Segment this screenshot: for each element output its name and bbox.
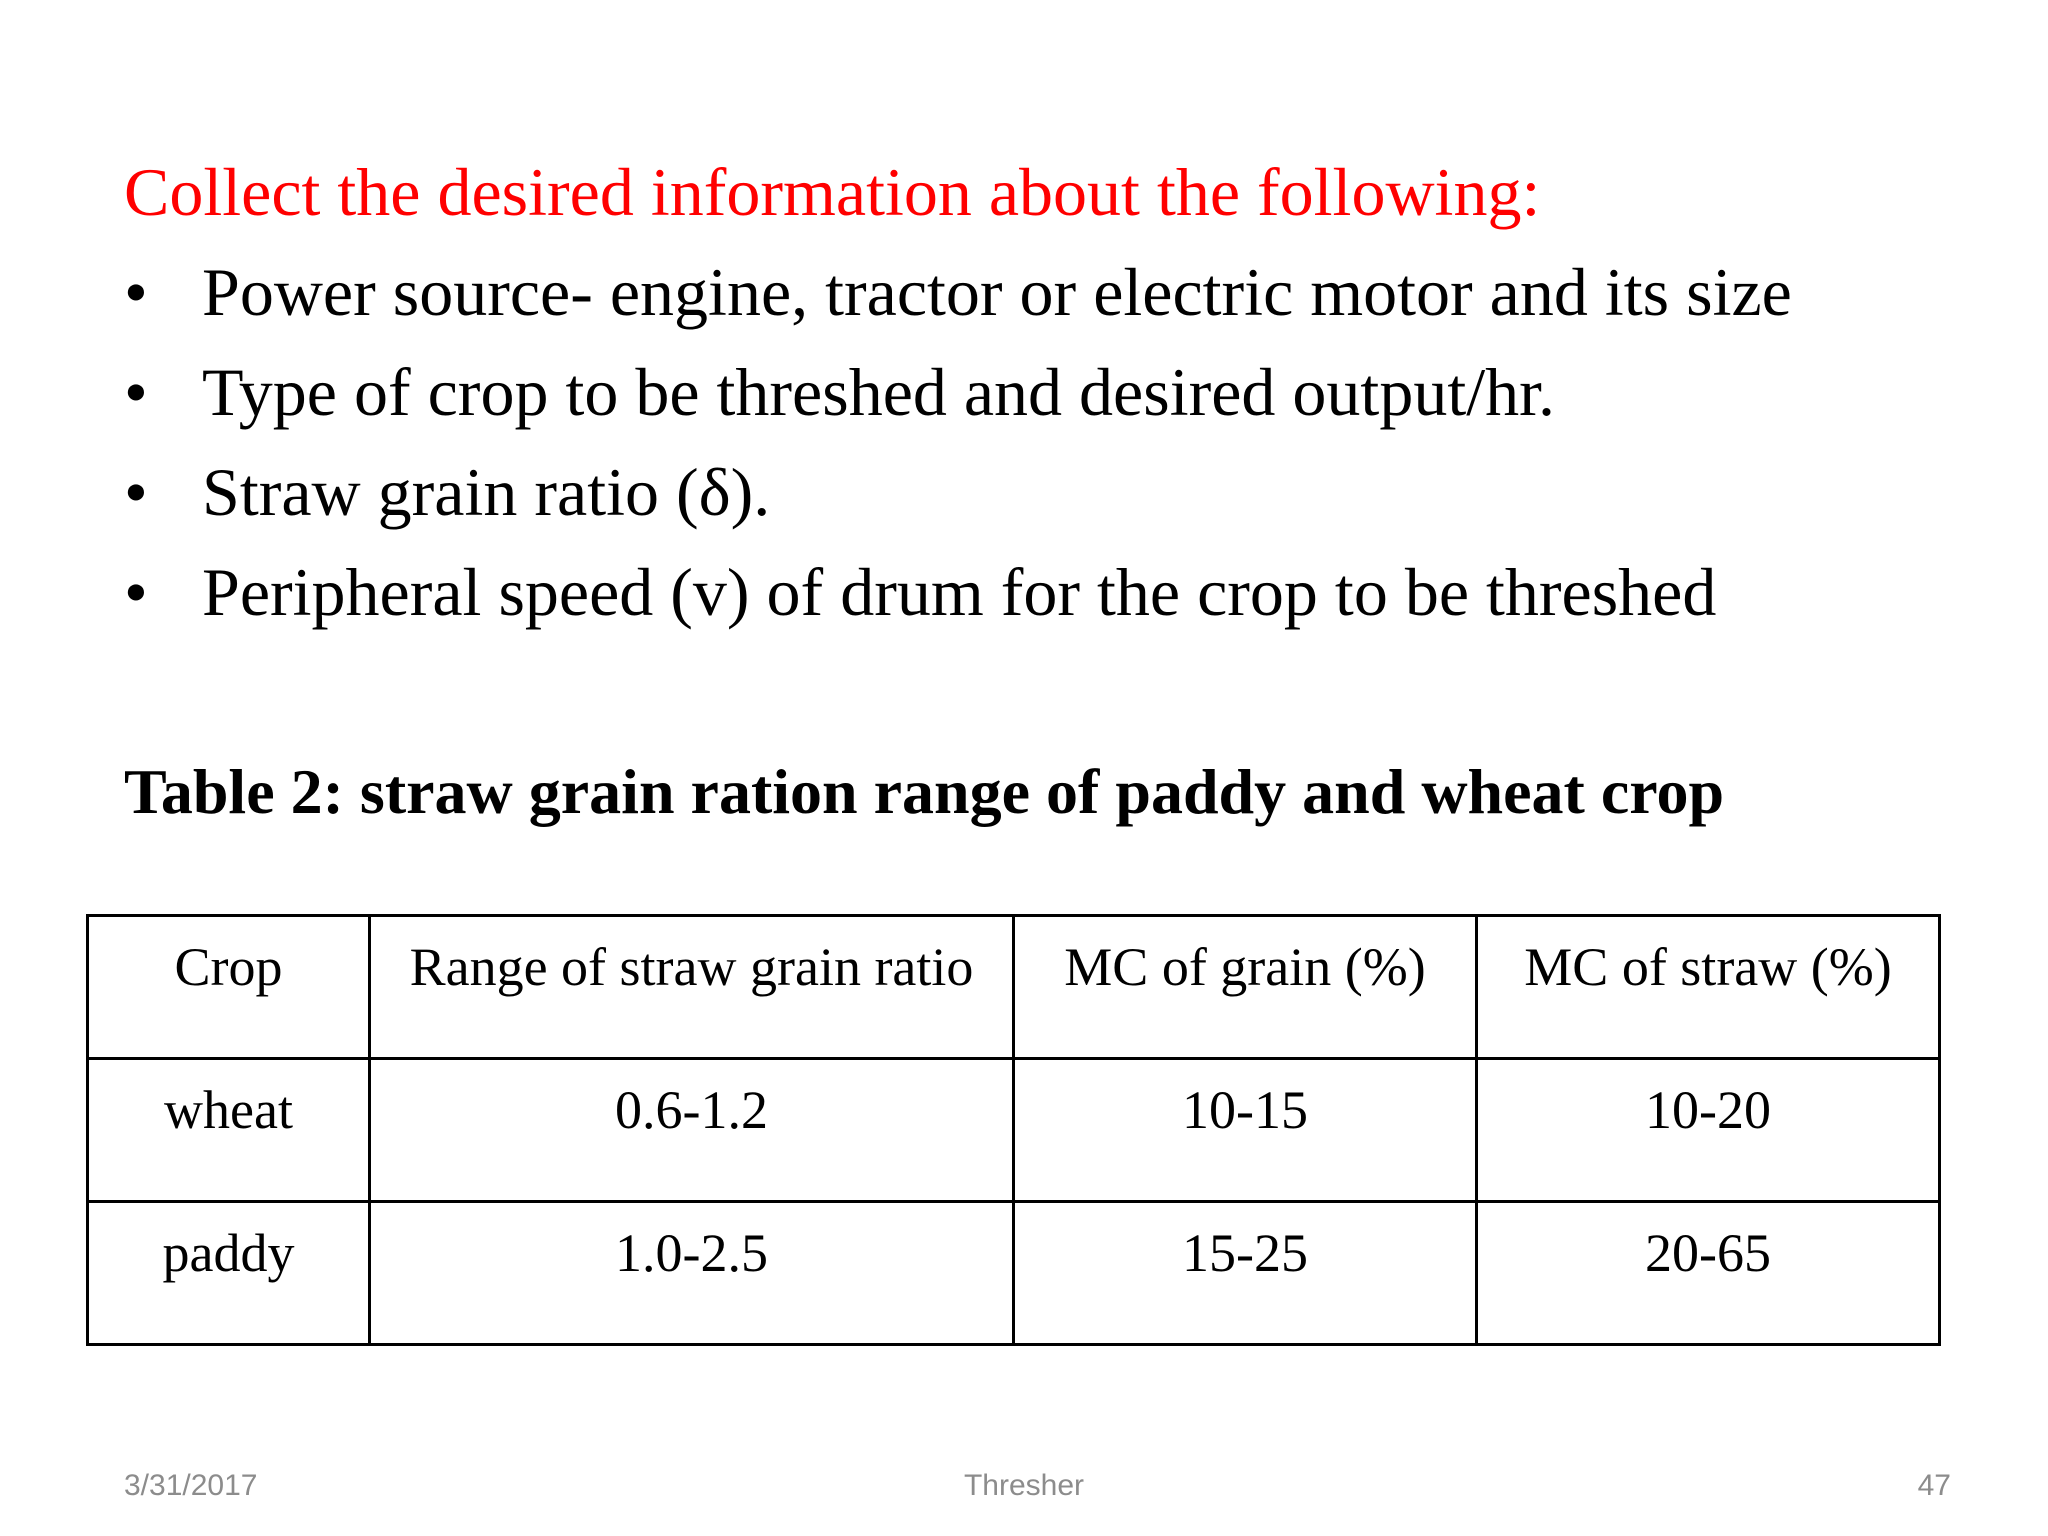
table-row bbox=[88, 1202, 1940, 1345]
table-header-cell: Range of straw grain ratio bbox=[370, 916, 1014, 1059]
table-header-cell: MC of straw (%) bbox=[1477, 916, 1940, 1059]
table-cell: 0.6-1.2 bbox=[370, 1059, 1014, 1202]
table-header-cell: MC of grain (%) bbox=[1014, 916, 1477, 1059]
bullet-text: Straw grain ratio (δ). bbox=[202, 454, 771, 530]
table-header-row bbox=[88, 916, 1940, 1059]
bullet-text: Type of crop to be threshed and desired output/hr. bbox=[202, 354, 1555, 430]
table-header-cell: Crop bbox=[88, 916, 370, 1059]
bullet-text: Peripheral speed (v) of drum for the crop to be threshed bbox=[202, 554, 1717, 630]
table-cell: 15-25 bbox=[1014, 1202, 1477, 1345]
table-cell: 1.0-2.5 bbox=[370, 1202, 1014, 1345]
bullet-icon: • bbox=[124, 454, 148, 530]
bullet-text: Power source- engine, tractor or electric motor and its size bbox=[202, 254, 1792, 330]
table-cell: 10-15 bbox=[1014, 1059, 1477, 1202]
bullet-icon: • bbox=[124, 254, 148, 330]
slide-heading: Collect the desired information about the following: bbox=[124, 154, 1541, 230]
straw-grain-table bbox=[86, 914, 1941, 1346]
table-cell: 20-65 bbox=[1477, 1202, 1940, 1345]
table-title: Table 2: straw grain ration range of paddy and wheat crop bbox=[124, 756, 1725, 827]
footer-page-number: 47 bbox=[1917, 1469, 1951, 1502]
table-cell: 10-20 bbox=[1477, 1059, 1940, 1202]
footer-title: Thresher bbox=[963, 1469, 1085, 1502]
footer-date: 3/31/2017 bbox=[124, 1469, 258, 1502]
table-row bbox=[88, 1059, 1940, 1202]
bullet-icon: • bbox=[124, 554, 148, 630]
table-cell: wheat bbox=[88, 1059, 370, 1202]
bullet-icon: • bbox=[124, 354, 148, 430]
table-cell: paddy bbox=[88, 1202, 370, 1345]
